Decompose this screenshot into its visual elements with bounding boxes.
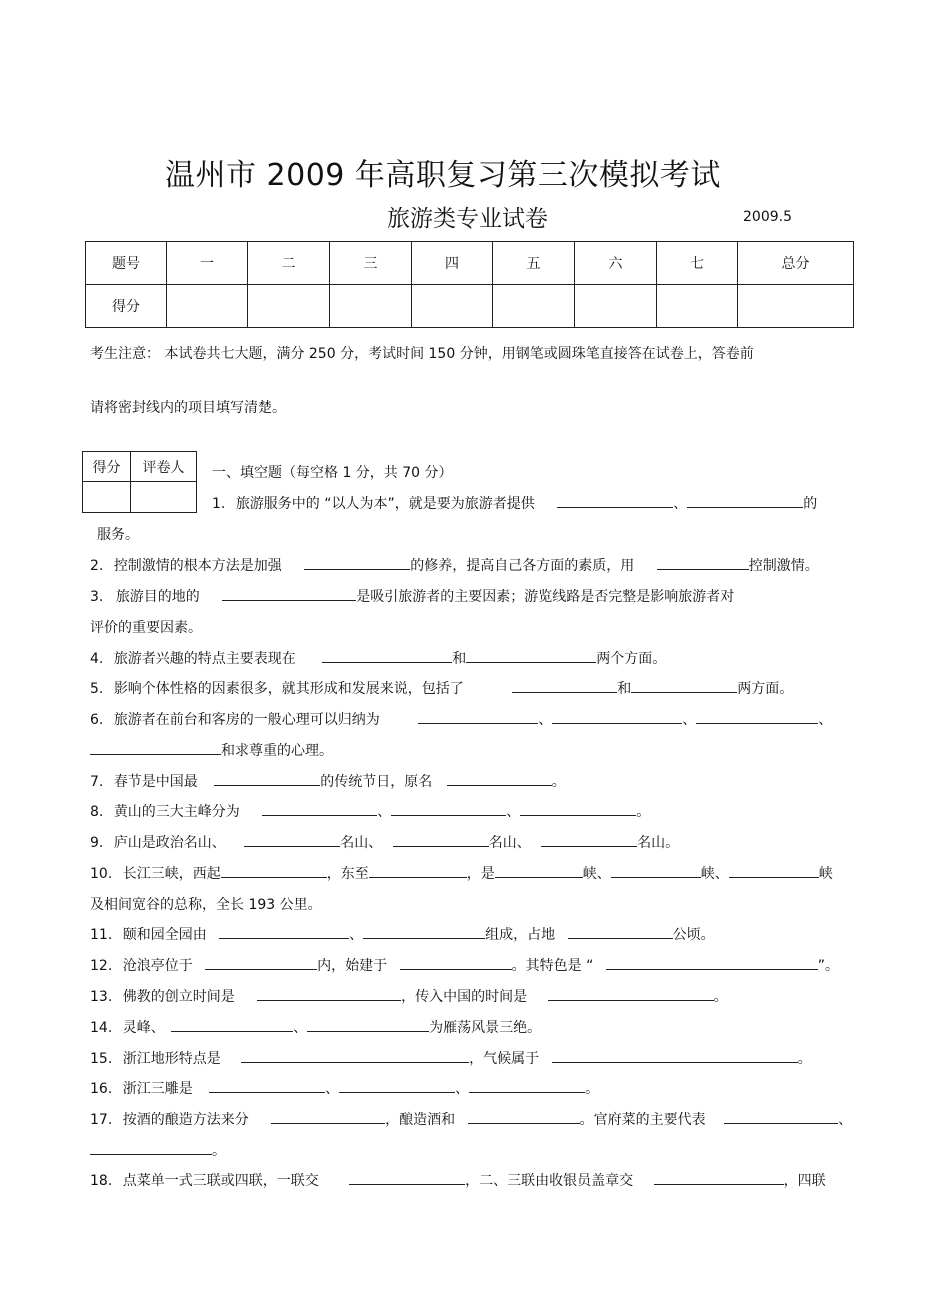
separator: 、	[818, 712, 833, 728]
score-header-cell: 六	[575, 242, 657, 285]
answer-blank[interactable]	[657, 555, 749, 570]
answer-blank[interactable]	[241, 1048, 469, 1063]
question-6	[90, 709, 832, 729]
separator: 、	[682, 712, 697, 728]
answer-blank[interactable]	[654, 1170, 784, 1185]
score-header-cell: 总分	[738, 242, 854, 285]
question-number: 10.	[90, 866, 113, 882]
answer-blank[interactable]	[363, 924, 485, 939]
question-2	[90, 555, 819, 575]
question-3	[90, 586, 734, 606]
notice-line-2: 请将密封线内的项目填写清楚。	[90, 400, 286, 416]
score-header-cell: 四	[412, 242, 493, 285]
answer-blank[interactable]	[171, 1017, 293, 1032]
question-text: ，东至	[326, 866, 369, 882]
question-number: 12.	[90, 958, 113, 974]
question-number: 3.	[90, 589, 104, 605]
score-cell[interactable]	[412, 285, 493, 328]
question-text: ”。	[817, 958, 840, 974]
score-header-cell: 题号	[86, 242, 167, 285]
question-text: 名山、	[340, 835, 383, 851]
exam-subtitle: 旅游类专业试卷	[387, 206, 548, 232]
exam-date: 2009.5	[743, 209, 792, 225]
score-header-cell: 二	[248, 242, 330, 285]
answer-blank[interactable]	[468, 1109, 580, 1124]
answer-blank[interactable]	[729, 863, 819, 878]
question-text: 的	[803, 496, 818, 512]
score-header-cell: 三	[330, 242, 412, 285]
question-text: 的传统节日，原名	[320, 774, 433, 790]
question-13	[90, 986, 728, 1006]
question-text: 。	[585, 1081, 600, 1097]
answer-blank[interactable]	[687, 493, 803, 508]
question-text: ，四联	[783, 1173, 826, 1189]
question-number: 6.	[90, 712, 104, 728]
question-number: 17.	[90, 1112, 113, 1128]
question-text: 、	[838, 1112, 853, 1128]
score-table-score-row	[86, 285, 854, 328]
answer-blank[interactable]	[606, 955, 818, 970]
question-9	[90, 832, 679, 852]
question-text: 。	[551, 774, 566, 790]
question-text: 长江三峡，西起	[122, 866, 221, 882]
question-number: 5.	[90, 681, 104, 697]
question-text: ，酿造酒和	[385, 1112, 456, 1128]
question-text: 点菜单一式三联或四联，一联交	[122, 1173, 319, 1189]
separator: 、	[325, 1081, 340, 1097]
question-text: 内，始建于	[317, 958, 388, 974]
question-text: ，气候属于	[469, 1051, 540, 1067]
answer-blank[interactable]	[307, 1017, 429, 1032]
question-text: 和	[452, 651, 467, 667]
answer-blank[interactable]	[541, 832, 637, 847]
question-text: 控制激情的根本方法是加强	[113, 558, 282, 574]
question-text: 旅游目的地的	[115, 589, 200, 605]
question-text: 佛教的创立时间是	[122, 989, 235, 1005]
score-table	[85, 241, 854, 328]
score-table-header-row	[86, 242, 854, 285]
answer-blank[interactable]	[469, 1078, 585, 1093]
question-text: 庐山是政治名山、	[113, 835, 226, 851]
question-6-continued	[90, 740, 333, 760]
question-number: 13.	[90, 989, 113, 1005]
answer-blank[interactable]	[512, 678, 617, 693]
question-text: 、	[293, 1020, 308, 1036]
question-14	[90, 1017, 541, 1037]
question-text: 和求尊重的心理。	[221, 743, 333, 759]
question-5	[90, 678, 793, 698]
score-header-cell: 一	[167, 242, 248, 285]
question-text: 黄山的三大主峰分为	[113, 804, 240, 820]
answer-blank[interactable]	[393, 832, 489, 847]
answer-blank[interactable]	[557, 493, 673, 508]
answer-blank[interactable]	[219, 924, 349, 939]
question-12	[90, 955, 839, 975]
question-number: 18.	[90, 1173, 113, 1189]
question-text: 控制激情。	[748, 558, 819, 574]
answer-blank[interactable]	[631, 678, 737, 693]
question-text: ，二、三联由收银员盖章交	[465, 1173, 634, 1189]
question-number: 16.	[90, 1081, 113, 1097]
question-number: 2.	[90, 558, 104, 574]
score-cell[interactable]	[575, 285, 657, 328]
answer-blank[interactable]	[221, 863, 327, 878]
question-8	[90, 801, 650, 821]
question-text: ，是	[466, 866, 495, 882]
question-text: 两方面。	[737, 681, 794, 697]
score-cell[interactable]	[493, 285, 575, 328]
question-number: 15.	[90, 1051, 113, 1067]
question-text: 名山、	[488, 835, 531, 851]
score-cell[interactable]	[738, 285, 854, 328]
question-number: 14.	[90, 1020, 113, 1036]
separator: 、	[455, 1081, 470, 1097]
question-1-continued: 服务。	[97, 527, 139, 543]
question-number: 4.	[90, 651, 104, 667]
question-18	[90, 1170, 826, 1190]
question-text: 影响个体性格的因素很多，就其形成和发展来说，包括了	[113, 681, 464, 697]
question-text: 春节是中国最	[113, 774, 198, 790]
question-text: 浙江地形特点是	[122, 1051, 221, 1067]
score-cell[interactable]	[330, 285, 412, 328]
answer-blank[interactable]	[418, 709, 538, 724]
question-text: 沧浪亭位于	[122, 958, 193, 974]
question-text: 峡、	[582, 866, 611, 882]
answer-blank[interactable]	[322, 648, 452, 663]
question-text: 、	[349, 927, 364, 943]
question-text: 。	[636, 804, 651, 820]
question-text: 。	[797, 1051, 812, 1067]
answer-blank[interactable]	[369, 863, 467, 878]
question-text: 。官府菜的主要代表	[579, 1112, 706, 1128]
question-10	[90, 863, 833, 883]
answer-blank[interactable]	[611, 863, 701, 878]
answer-blank[interactable]	[520, 801, 636, 816]
question-text: 是吸引旅游者的主要因素；游览线路是否完整是影响旅游者对	[356, 589, 735, 605]
score-cell[interactable]	[167, 285, 248, 328]
answer-blank[interactable]	[552, 709, 682, 724]
question-number: 7.	[90, 774, 104, 790]
question-text: 旅游服务中的 “以人为本”，就是要为旅游者提供	[235, 496, 535, 512]
answer-blank[interactable]	[391, 801, 506, 816]
score-cell[interactable]	[657, 285, 738, 328]
question-number: 9.	[90, 835, 104, 851]
answer-blank[interactable]	[568, 924, 673, 939]
answer-blank[interactable]	[244, 832, 340, 847]
answer-blank[interactable]	[400, 955, 512, 970]
question-16	[90, 1078, 599, 1098]
answer-blank[interactable]	[552, 1048, 798, 1063]
question-text: 灵峰、	[122, 1020, 165, 1036]
score-header-cell: 七	[657, 242, 738, 285]
answer-blank[interactable]	[724, 1109, 838, 1124]
question-11	[90, 924, 715, 944]
question-number: 1.	[212, 496, 226, 512]
question-3-continued: 评价的重要因素。	[90, 620, 202, 636]
question-text: 、	[673, 496, 688, 512]
grader-name-cell[interactable]	[131, 482, 197, 513]
separator: 、	[506, 804, 521, 820]
question-text: 公顷。	[672, 927, 715, 943]
question-text: 名山。	[637, 835, 680, 851]
answer-blank[interactable]	[466, 648, 596, 663]
question-text: 旅游者在前台和客房的一般心理可以归纳为	[113, 712, 380, 728]
answer-blank[interactable]	[222, 586, 356, 601]
question-15	[90, 1048, 812, 1068]
answer-blank[interactable]	[214, 771, 320, 786]
question-text: 峡	[818, 866, 833, 882]
grader-score-label: 得分	[83, 452, 131, 482]
question-text: 和	[617, 681, 632, 697]
question-17-continued	[90, 1140, 226, 1160]
notice-line-1: 考生注意： 本试卷共七大题，满分 250 分，考试时间 150 分钟，用钢笔或圆珠笔直接答在试卷上，答卷前	[90, 346, 754, 362]
question-text: 。	[212, 1143, 226, 1159]
grader-box	[82, 451, 197, 513]
answer-blank[interactable]	[90, 1140, 212, 1155]
question-number: 8.	[90, 804, 104, 820]
answer-blank[interactable]	[257, 986, 401, 1001]
question-text: 按酒的酿造方法来分	[122, 1112, 249, 1128]
question-text: 。其特色是 “	[511, 958, 594, 974]
answer-blank[interactable]	[262, 801, 377, 816]
separator: 、	[377, 804, 392, 820]
grader-name-label: 评卷人	[131, 452, 197, 482]
answer-blank[interactable]	[304, 555, 410, 570]
answer-blank[interactable]	[696, 709, 818, 724]
grader-score-cell[interactable]	[83, 482, 131, 513]
answer-blank[interactable]	[90, 740, 221, 755]
question-17	[90, 1109, 852, 1129]
question-text: ，传入中国的时间是	[401, 989, 528, 1005]
exam-title: 温州市 2009 年高职复习第三次模拟考试	[165, 158, 721, 193]
separator: 、	[538, 712, 553, 728]
question-text: 浙江三雕是	[122, 1081, 193, 1097]
answer-blank[interactable]	[205, 955, 317, 970]
answer-blank[interactable]	[447, 771, 552, 786]
answer-blank[interactable]	[349, 1170, 465, 1185]
question-4	[90, 648, 666, 668]
answer-blank[interactable]	[548, 986, 714, 1001]
question-text: 为雁荡风景三绝。	[429, 1020, 542, 1036]
answer-blank[interactable]	[339, 1078, 455, 1093]
question-text: 。	[713, 989, 728, 1005]
section-heading: 一、填空题（每空格 1 分，共 70 分）	[212, 465, 453, 481]
answer-blank[interactable]	[209, 1078, 325, 1093]
question-text: 两个方面。	[596, 651, 667, 667]
score-row-label: 得分	[86, 285, 167, 328]
answer-blank[interactable]	[495, 863, 583, 878]
score-header-cell: 五	[493, 242, 575, 285]
answer-blank[interactable]	[271, 1109, 385, 1124]
question-text: 组成，占地	[485, 927, 556, 943]
question-text: 旅游者兴趣的特点主要表现在	[113, 651, 296, 667]
question-text: 颐和园全园由	[122, 927, 207, 943]
question-text: 峡、	[700, 866, 729, 882]
question-10-continued: 及相间宽谷的总称，全长 193 公里。	[90, 897, 322, 913]
question-text: 的修养，提高自己各方面的素质，用	[410, 558, 635, 574]
question-number: 11.	[90, 927, 113, 943]
question-7	[90, 771, 566, 791]
score-cell[interactable]	[248, 285, 330, 328]
question-1	[212, 493, 817, 513]
